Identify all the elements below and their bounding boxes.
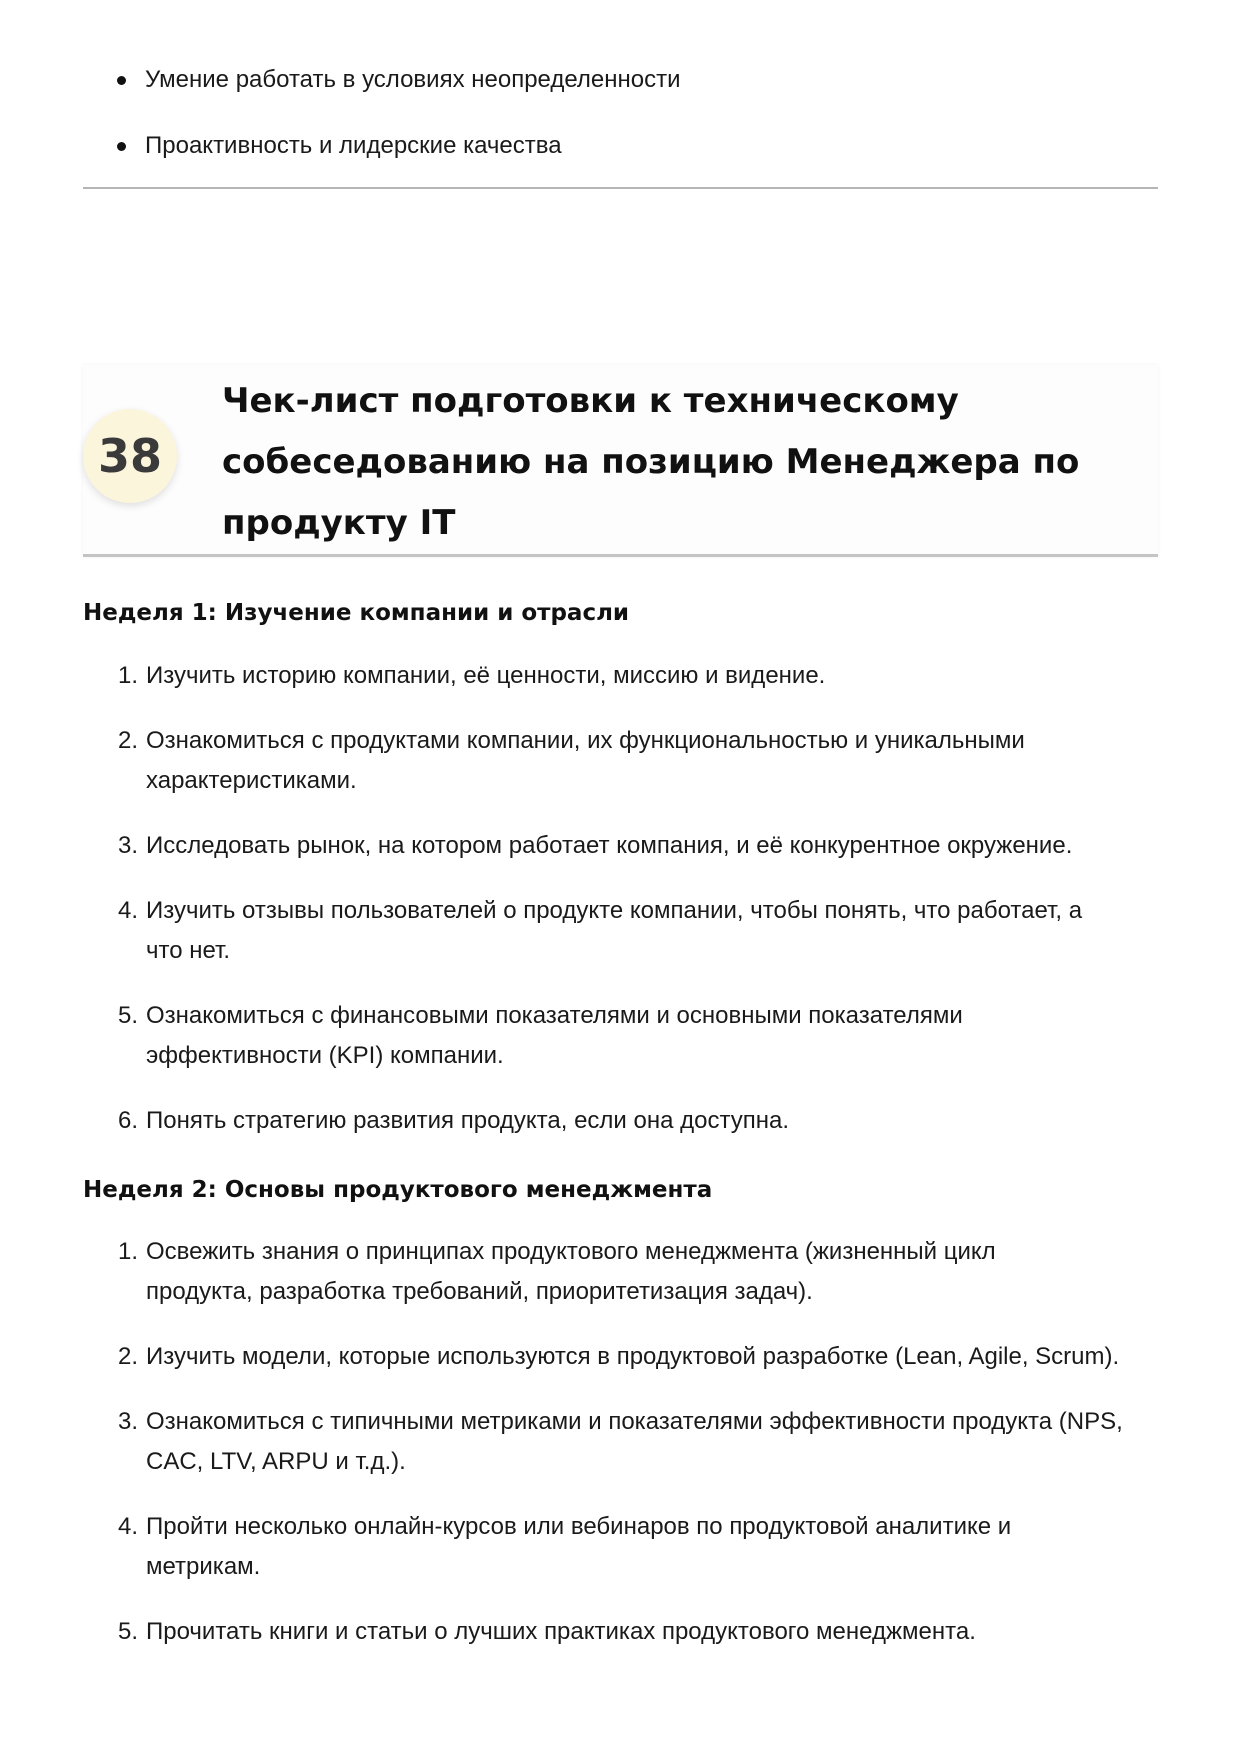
bullet-icon bbox=[117, 142, 126, 151]
section-title: Чек-лист подготовки к техническому собеседованию на позицию Менеджера по продукту IT bbox=[222, 381, 1080, 543]
divider bbox=[83, 187, 1158, 189]
task-text: Прочитать книги и статьи о лучших практиках продуктового менеджмента. bbox=[146, 1618, 976, 1645]
task-item bbox=[83, 826, 1158, 866]
task-number: 1. bbox=[118, 662, 139, 689]
task-text: Изучить отзывы пользователей о продукте компании, чтобы понять, что работает, а что нет. bbox=[146, 897, 1083, 964]
task-number: 5. bbox=[118, 1618, 139, 1645]
task-number: 4. bbox=[118, 1513, 139, 1540]
task-number: 6. bbox=[118, 1107, 139, 1134]
bullet-icon bbox=[117, 76, 126, 85]
list-item bbox=[83, 60, 681, 100]
task-number: 3. bbox=[118, 832, 139, 859]
task-item bbox=[83, 891, 1158, 971]
task-text: Изучить историю компании, её ценности, миссию и видение. bbox=[146, 662, 826, 689]
task-number: 2. bbox=[118, 727, 139, 754]
task-item bbox=[83, 656, 1158, 696]
task-text: Ознакомиться с финансовыми показателями и основными показателями эффективности (KPI) компании. bbox=[146, 1002, 963, 1069]
task-text: Ознакомиться с типичными метриками и показателями эффективности продукта (NPS, CAC, LTV, ARPU и т.д.). bbox=[146, 1408, 1123, 1475]
bullet-list bbox=[83, 60, 681, 192]
task-number: 1. bbox=[118, 1238, 139, 1265]
section-header-divider bbox=[83, 554, 1158, 557]
task-item bbox=[83, 1612, 1158, 1652]
task-number: 3. bbox=[118, 1408, 139, 1435]
task-text: Ознакомиться с продуктами компании, их функциональностью и уникальными характеристиками. bbox=[146, 727, 1025, 794]
task-item bbox=[83, 721, 1158, 801]
week-2-task-list bbox=[83, 1232, 1158, 1677]
section-header bbox=[83, 365, 1158, 557]
list-item bbox=[83, 126, 681, 166]
task-text: Пройти несколько онлайн-курсов или вебинаров по продуктовой аналитике и метрикам. bbox=[146, 1513, 1012, 1580]
task-number: 2. bbox=[118, 1343, 139, 1370]
list-item-text: Проактивность и лидерские качества bbox=[145, 132, 562, 159]
task-text: Исследовать рынок, на котором работает компания, и её конкурентное окружение. bbox=[146, 832, 1073, 859]
list-item-text: Умение работать в условиях неопределенности bbox=[145, 66, 681, 93]
task-text: Понять стратегию развития продукта, если она доступна. bbox=[146, 1107, 789, 1134]
week-1-heading: Неделя 1: Изучение компании и отрасли bbox=[83, 600, 630, 626]
task-text: Изучить модели, которые используются в продуктовой разработке (Lean, Agile, Scrum). bbox=[146, 1343, 1120, 1370]
section-number-badge: 38 bbox=[83, 409, 177, 503]
task-item bbox=[83, 996, 1158, 1076]
task-item bbox=[83, 1402, 1158, 1482]
task-number: 5. bbox=[118, 1002, 139, 1029]
task-item bbox=[83, 1101, 1158, 1141]
task-item bbox=[83, 1337, 1158, 1377]
week-2-heading: Неделя 2: Основы продуктового менеджмента bbox=[83, 1177, 713, 1203]
task-number: 4. bbox=[118, 897, 139, 924]
week-1-task-list bbox=[83, 656, 1158, 1166]
task-item bbox=[83, 1232, 1158, 1312]
task-text: Освежить знания о принципах продуктового менеджмента (жизненный цикл продукта, разработка требований, приоритетизация задач). bbox=[146, 1238, 996, 1305]
task-item bbox=[83, 1507, 1158, 1587]
